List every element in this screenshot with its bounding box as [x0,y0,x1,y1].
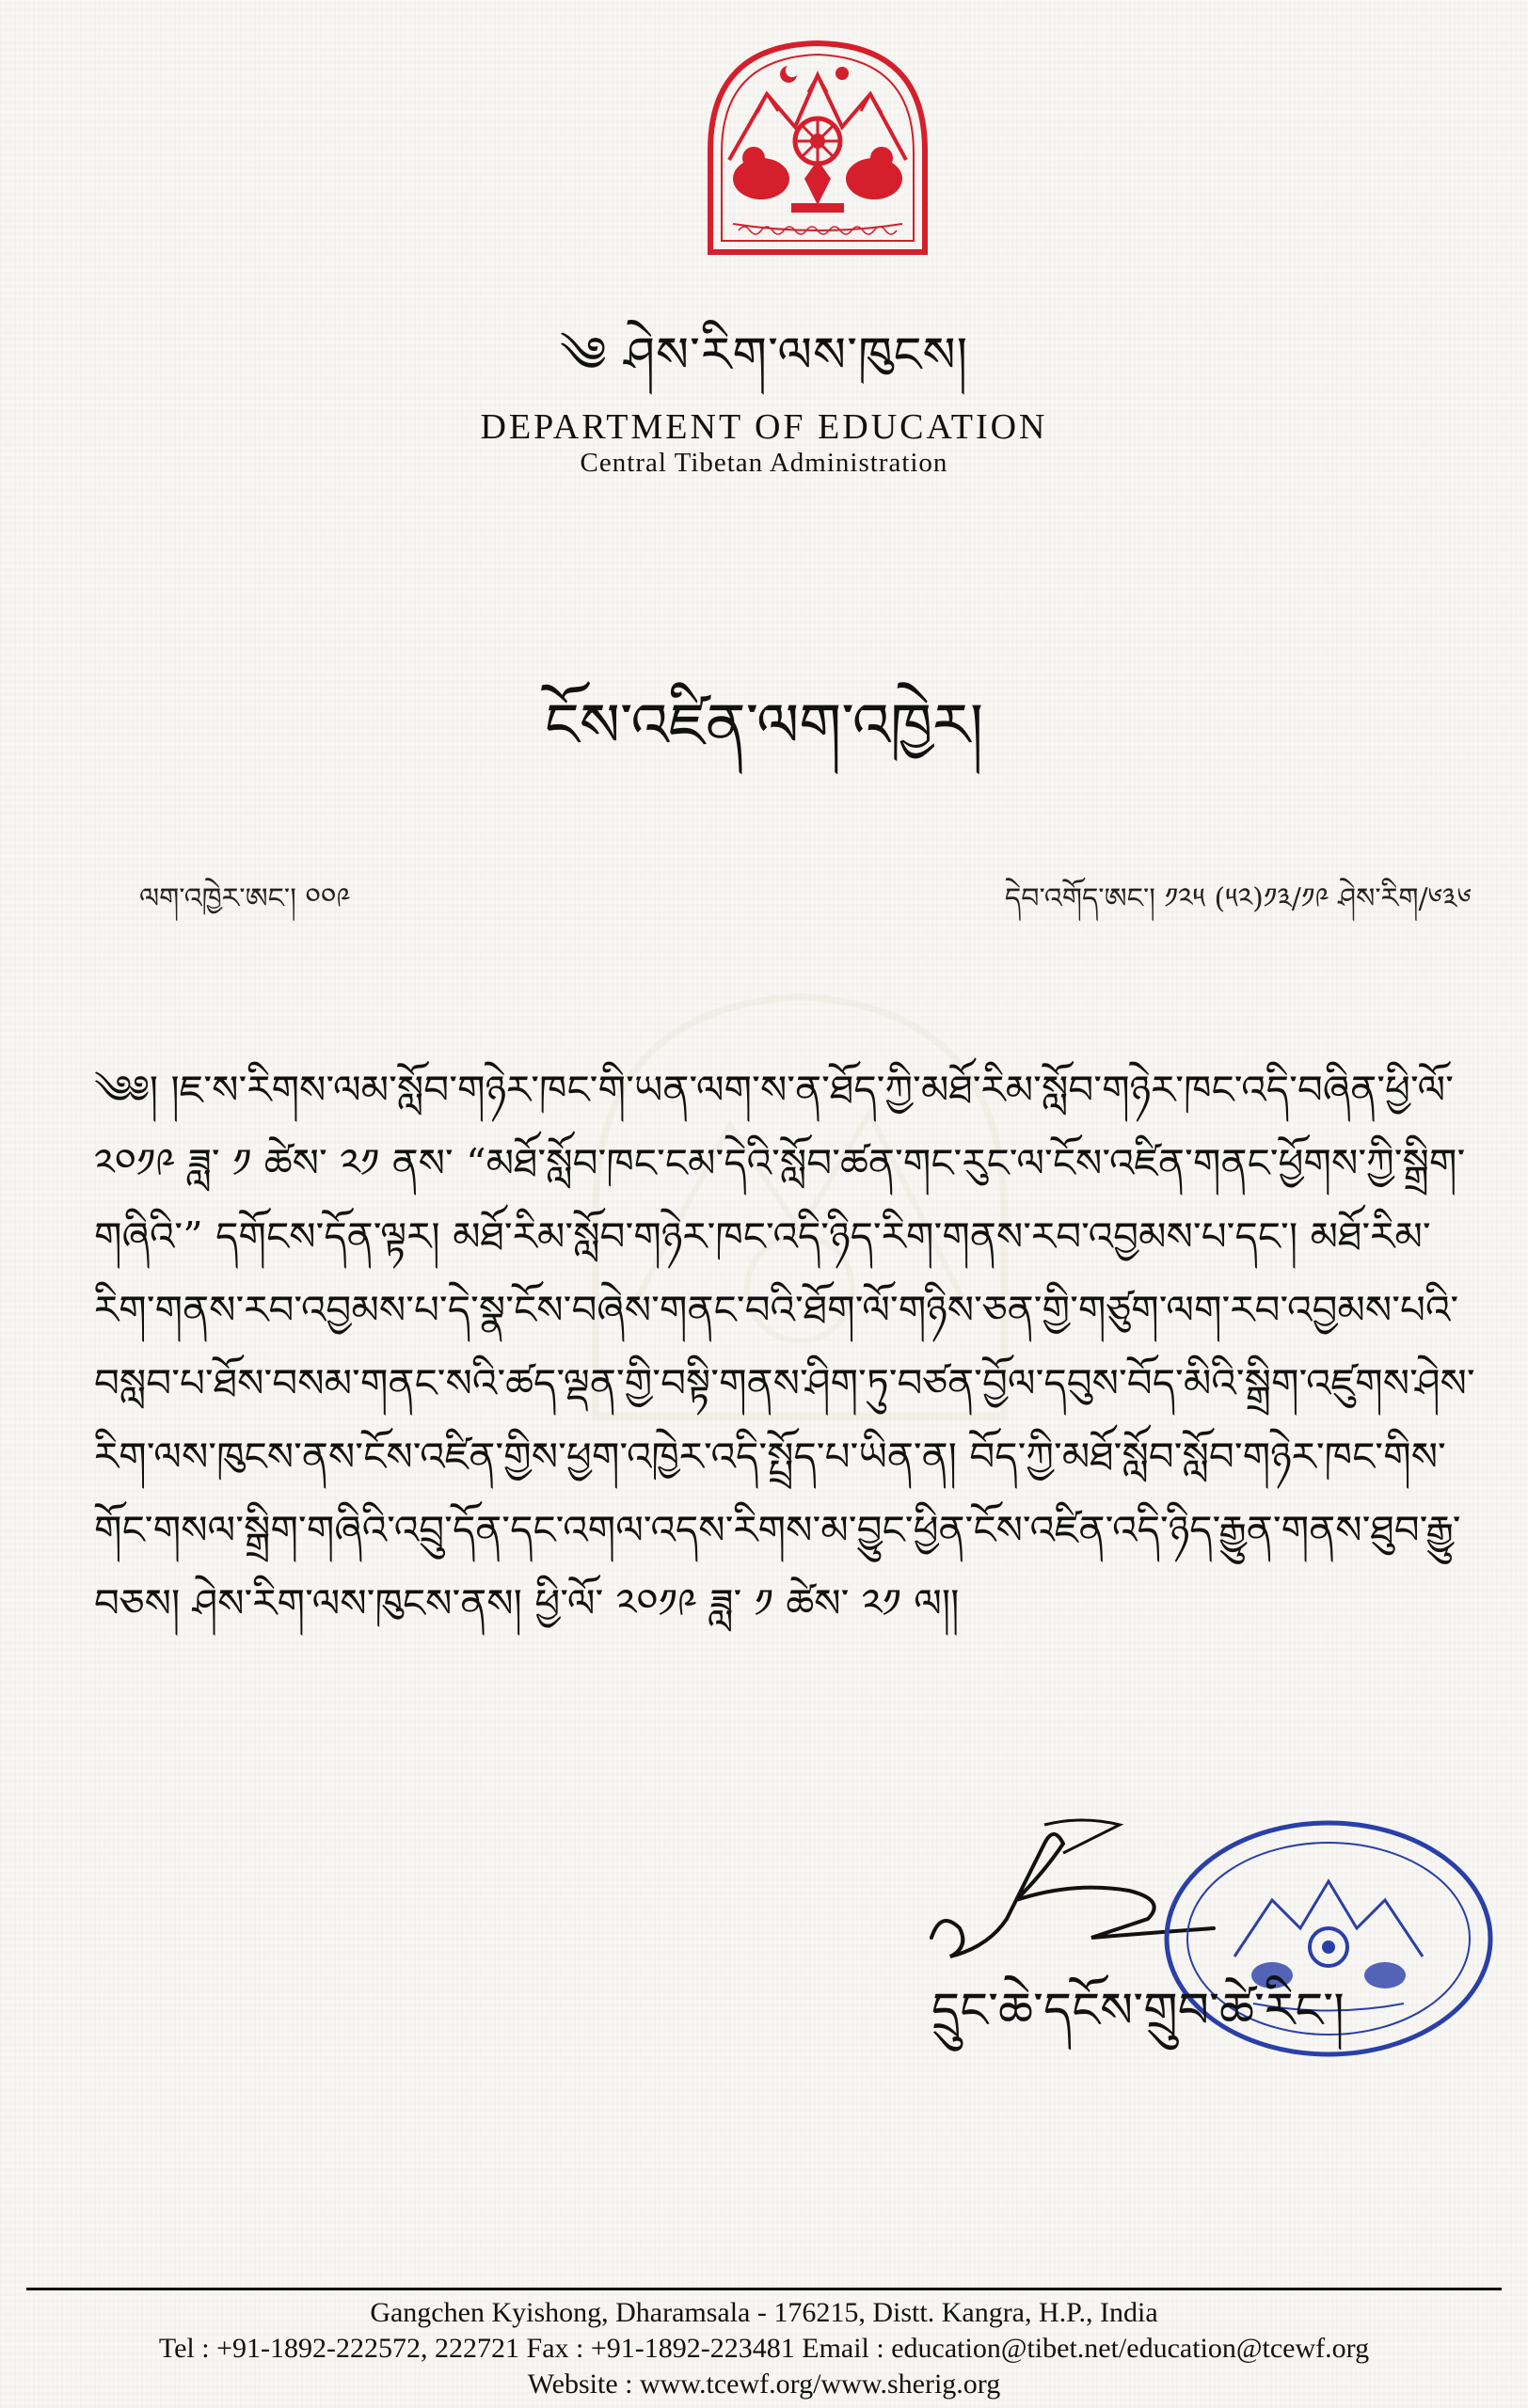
footer [0,2295,1528,2402]
department-name: DEPARTMENT OF EDUCATION [480,407,1048,447]
document-title: ངོས་འཛིན་ལག་འཁྱེར། [544,691,984,761]
certificate-body [94,1054,1487,1640]
footer-website: Website : www.tcewf.org/www.sherig.org [527,2368,1001,2400]
footer-address: Gangchen Kyishong, Dharamsala - 176215, Distt. Kangra, H.P., India [370,2297,1158,2328]
body-line: གཞིའི་” དགོངས་དོན་ལྟར། མཐོ་རིམ་སློབ་གཉེར་ཁང་འདི་ཉིད་རིག་གནས་རབ་འབྱམས་པ་དང་། མཐོ་རིམ་ [94,1213,1431,1259]
body-line: རིག་ལས་ཁུངས་ནས་ངོས་འཛིན་གྱིས་ཕྱག་འཁྱེར་འདི་སྤྲོད་པ་ཡིན་ན། བོད་ཀྱི་མཐོ་སློབ་སློབ་གཉེར་ཁང་གིས་ [94,1434,1446,1480]
body-line: ༄༅། །ཇ་ས་རིགས་ལམ་སློབ་གཉེར་ཁང་གི་ཡན་ལག་ས་ན་ཐོད་ཀྱི་མཐོ་རིམ་སློབ་གཉེར་ཁང་འདི་བཞིན་ཕྱི་ལོ་ [94,1067,1455,1113]
administration-name: Central Tibetan Administration [580,448,948,478]
tibetan-emblem-seal-icon [701,38,934,260]
body-line: བསླབ་པ་ཐོས་བསམ་གནང་སའི་ཚད་ལྡན་གྱི་བསྟི་གནས་ཤིག་ཏུ་བཙན་བྱོལ་དབུས་བོད་མིའི་སྒྲིག་འཛུགས་ཤེས་ [94,1360,1475,1406]
footer-divider [26,2288,1502,2290]
signatory-name: དྲུང་ཆེ་དངོས་གྲུབ་ཚེ་རིང་། [931,1983,1345,2039]
body-line: རིག་གནས་རབ་འབྱམས་པ་དེ་སྣ་ངོས་བཞེས་གནང་བའི་ཐོག་ལོ་གཉིས་ཅན་གྱི་གཙུག་ལག་རབ་འབྱམས་པའི་ [94,1287,1459,1333]
body-line: ༢༠༡༩ ཟླ་ ༡ ཚེས་ ༢༡ ནས་ “མཐོ་སློབ་ཁང་ངམ་དེའི་སློབ་ཚན་གང་རུང་ལ་ངོས་འཛིན་གནང་ཕྱོགས་ཀྱི་སྒྲིག་ [94,1140,1466,1186]
body-line: བཅས། ཤེས་རིག་ལས་ཁུངས་ནས། ཕྱི་ལོ་ ༢༠༡༩ ཟླ་ ༡ ཚེས་ ༢༡ ལ།། [94,1580,960,1626]
certificate-number: ལག་འཁྱེར་ཨང་། ༠༠༩ [139,882,351,915]
org-name-tibetan: ༄ ཤེས་རིག་ལས་ཁུངས། [559,327,969,384]
footer-contact: Tel : +91-1892-222572, 222721 Fax : +91-1892-223481 Email : education@tibet.net/education@tcewf.org [158,2333,1370,2364]
registration-number: དེབ་འགོད་ཨང་། ༡༢༥ (༥༢)༡༣/༡༩ ཤེས་རིག/༦༣༦ [1004,882,1472,915]
body-line: གོང་གསལ་སྒྲིག་གཞིའི་འབྲུ་དོན་དང་འགལ་འདས་རིགས་མ་བྱུང་ཕྱིན་ངོས་འཛིན་འདི་ཉིད་རྒྱུན་གནས་ཐུབ་རྒྱུ་ [94,1507,1461,1553]
